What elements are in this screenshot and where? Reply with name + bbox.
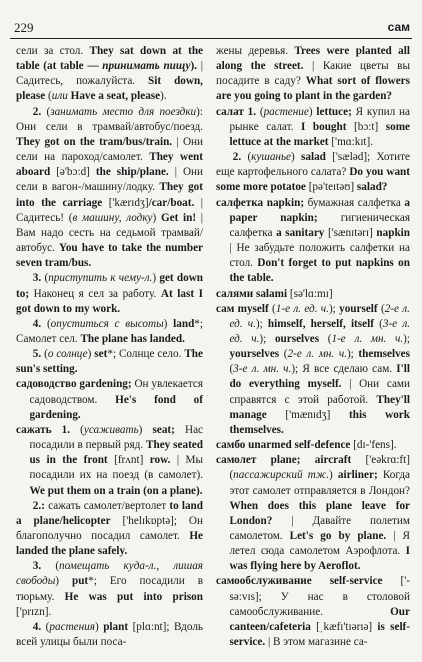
dictionary-entry: самообслуживание self-service ['-sə:vɪs]; У нас в столовой самообслуживание. Our canteen/cafeteria [ˌkæfɪ'tɪərɪə] is self-service. | В этом магазине са- [216, 575, 410, 649]
entry-sense: 2. (кушанье) salad ['sæləd]; Хотите еще картофельного салата? Do you want some more potatoe [pə'teɪtəʊ] salad? [216, 151, 410, 194]
dictionary-entry: самолет plane; aircraft ['eəkrɑ:ft] (пассажирский тж.) airliner; Когда этот самолет отправляется в Лондон? When does this plane leave for London? | Давайте полетим самолетом. Let's go by plane. | Я летел сюда самолетом Аэрофлота. I was flying here by Aeroflot. [216, 454, 410, 573]
page-header [0, 0, 422, 44]
header-rule [10, 38, 412, 39]
entry-sense: 2. (занимать место для поездки): Они сели в трамвай/автобус/поезд. They got on the tram/bus/train. | Они сели на пароход/самолет. They went aboard [ə'bɔ:d] the ship/plane. | Они сели в вагон-/машину/лодку. They got into the carriage ['kærɪdʒ]/car/boat. | Садитесь! (в машину, лодку) Get in! | Вам надо сесть на седьмой трамвай/автобус. You have to take the number seven tram/bus. [16, 105, 203, 270]
continued-text: сели за стол. They sat down at the table (at table — принимать пищу). | Садитесь, пожалуйста. Sit down, please (или Have a seat, please). [16, 45, 203, 103]
continued-text: жены деревья. Trees were planted all along the street. | Какие цветы вы посадите в саду? What sort of flowers are you going to plant in the garden? [216, 45, 410, 103]
running-head-word: сам [387, 20, 410, 34]
entry-sense: 5. (о солнце) set*; Солнце село. The sun's setting. [16, 348, 203, 376]
entry-sense: 4. (растения) plant [plɑ:nt]; Вдоль всей улицы были поса- [16, 620, 203, 649]
entry-sense: 3. (помещать куда-л., лишая свободы) put*; Его посадили в тюрьму. He was put into prison ['prɪzn]. [16, 560, 203, 618]
dictionary-entry: сам myself (1-е л. ед. ч.); yourself (2-е л. ед. ч.); himself, herself, itself (3-е л. ед. ч.); ourselves (1-е л. мн. ч.); yourselves (2-е л. мн. ч.); themselves (3-е л. мн. ч.); Я все сделаю сам. I'll do everything myself. | Они сами справятся с этой работой. They'll manage ['mænɪdʒ] this work themselves. [216, 302, 410, 436]
dictionary-entry: салфетка napkin; бумажная салфетка a paper napkin; гигиеническая салфетка a sanitary ['sænɪtərɪ] napkin | Не забудьте положить салфетки на стол. Don't forget to put napkins on the table. [216, 196, 410, 285]
dictionary-entry: салями salami [sə'lɑ:mɪ] [216, 287, 333, 300]
page-number: 229 [14, 20, 34, 35]
dictionary-entry: садоводство gardening; Он увлекается садоводством. He's fond of gardening. [16, 378, 203, 421]
dictionary-entry: салат 1. (растение) lettuce; Я купил на рынке салат. I bought [bɔ:t] some lettuce at the market ['mɑ:kɪt]. [216, 105, 410, 148]
entry-sense: 4. (опуститься с высоты) land*; Самолет сел. The plane has landed. [16, 317, 203, 345]
dictionary-entry: сажать 1. (усаживать) seat; Нас посадили в первый ряд. They seated us in the front [frʌnt] row. | Мы посадили их на поезд (в самолет). We put them on a train (on a plane). [16, 423, 203, 497]
dictionary-entry: самбо unarmed self-defence [dɪ-'fens]. [216, 439, 397, 452]
entry-sense: 2.: сажать самолет/вертолет to land a plane/helicopter ['helɪkɒptə]; Он благополучно посадил самолет. He landed the plane safely. [16, 499, 203, 558]
entry-sense: 3. (приступить к чему-л.) get down to; Наконец я сел за работу. At last I got down to my work. [16, 272, 203, 315]
left-column [16, 44, 203, 656]
right-column [216, 44, 410, 656]
